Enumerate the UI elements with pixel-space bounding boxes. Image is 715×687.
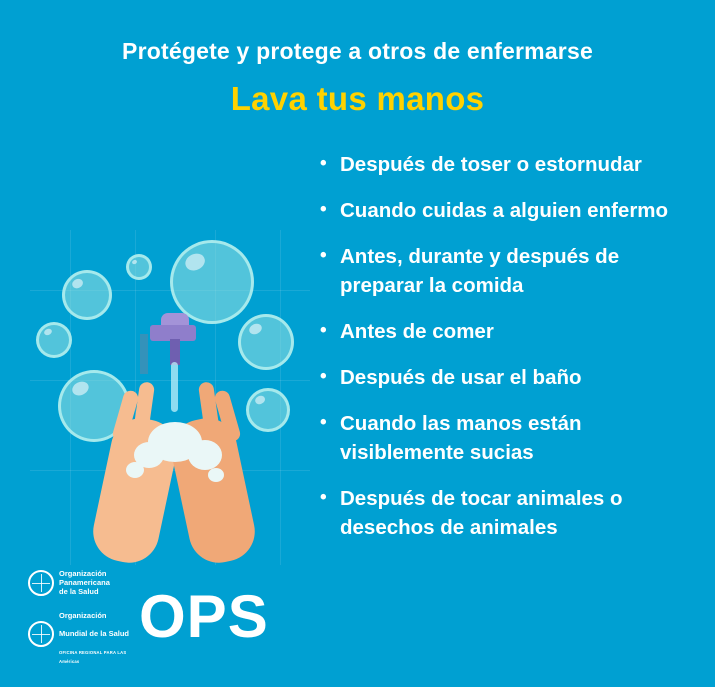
logo-seal-paho (28, 569, 129, 596)
logo-seal-who-text (59, 602, 129, 665)
logo-line: Panamericana (59, 578, 110, 587)
page-title: Protégete y protege a otros de enfermarse (122, 38, 593, 64)
list-item: • Después de tocar animales o desechos de animales (318, 484, 703, 542)
page-subtitle: Lava tus manos (230, 80, 485, 117)
list-item: • Después de usar el baño (318, 363, 703, 392)
handwashing-illustration (30, 230, 310, 565)
bubble-icon (62, 270, 112, 320)
logo-line: Organización (59, 569, 107, 578)
logo-line: Mundial de la Salud (59, 629, 130, 638)
bubble-icon (246, 388, 290, 432)
list-item: • Cuando las manos están visiblemente sucias (318, 409, 703, 467)
bubble-icon (170, 240, 254, 324)
foam-icon (126, 462, 144, 478)
water-stream-icon (171, 362, 178, 412)
wash-hands-reasons-list (318, 150, 703, 559)
bubble-icon (238, 314, 294, 370)
globe-icon (28, 621, 54, 647)
logo-line: de la Salud (59, 587, 99, 596)
logo-seals (28, 569, 129, 665)
list-item: • Cuando cuidas a alguien enfermo (318, 196, 703, 225)
foam-icon (188, 440, 222, 470)
logo-line: Organización (59, 611, 107, 620)
foam-icon (208, 468, 224, 482)
logo-acronym: OPS (139, 583, 269, 650)
logo-line-small: OFICINA REGIONAL PARA LAS (59, 650, 127, 655)
bubble-icon (126, 254, 152, 280)
list-item: • Antes, durante y después de preparar la comida (318, 242, 703, 300)
logo-seal-who (28, 602, 129, 665)
bubble-icon (36, 322, 72, 358)
pipe-icon (140, 334, 148, 374)
globe-icon (28, 570, 54, 596)
logo-seal-paho-text (59, 569, 110, 596)
list-item: • Antes de comer (318, 317, 703, 346)
pan-american-health-organization-logo (28, 569, 269, 665)
list-item: • Después de toser o estornudar (318, 150, 703, 179)
logo-line-small: Américas (59, 659, 80, 664)
